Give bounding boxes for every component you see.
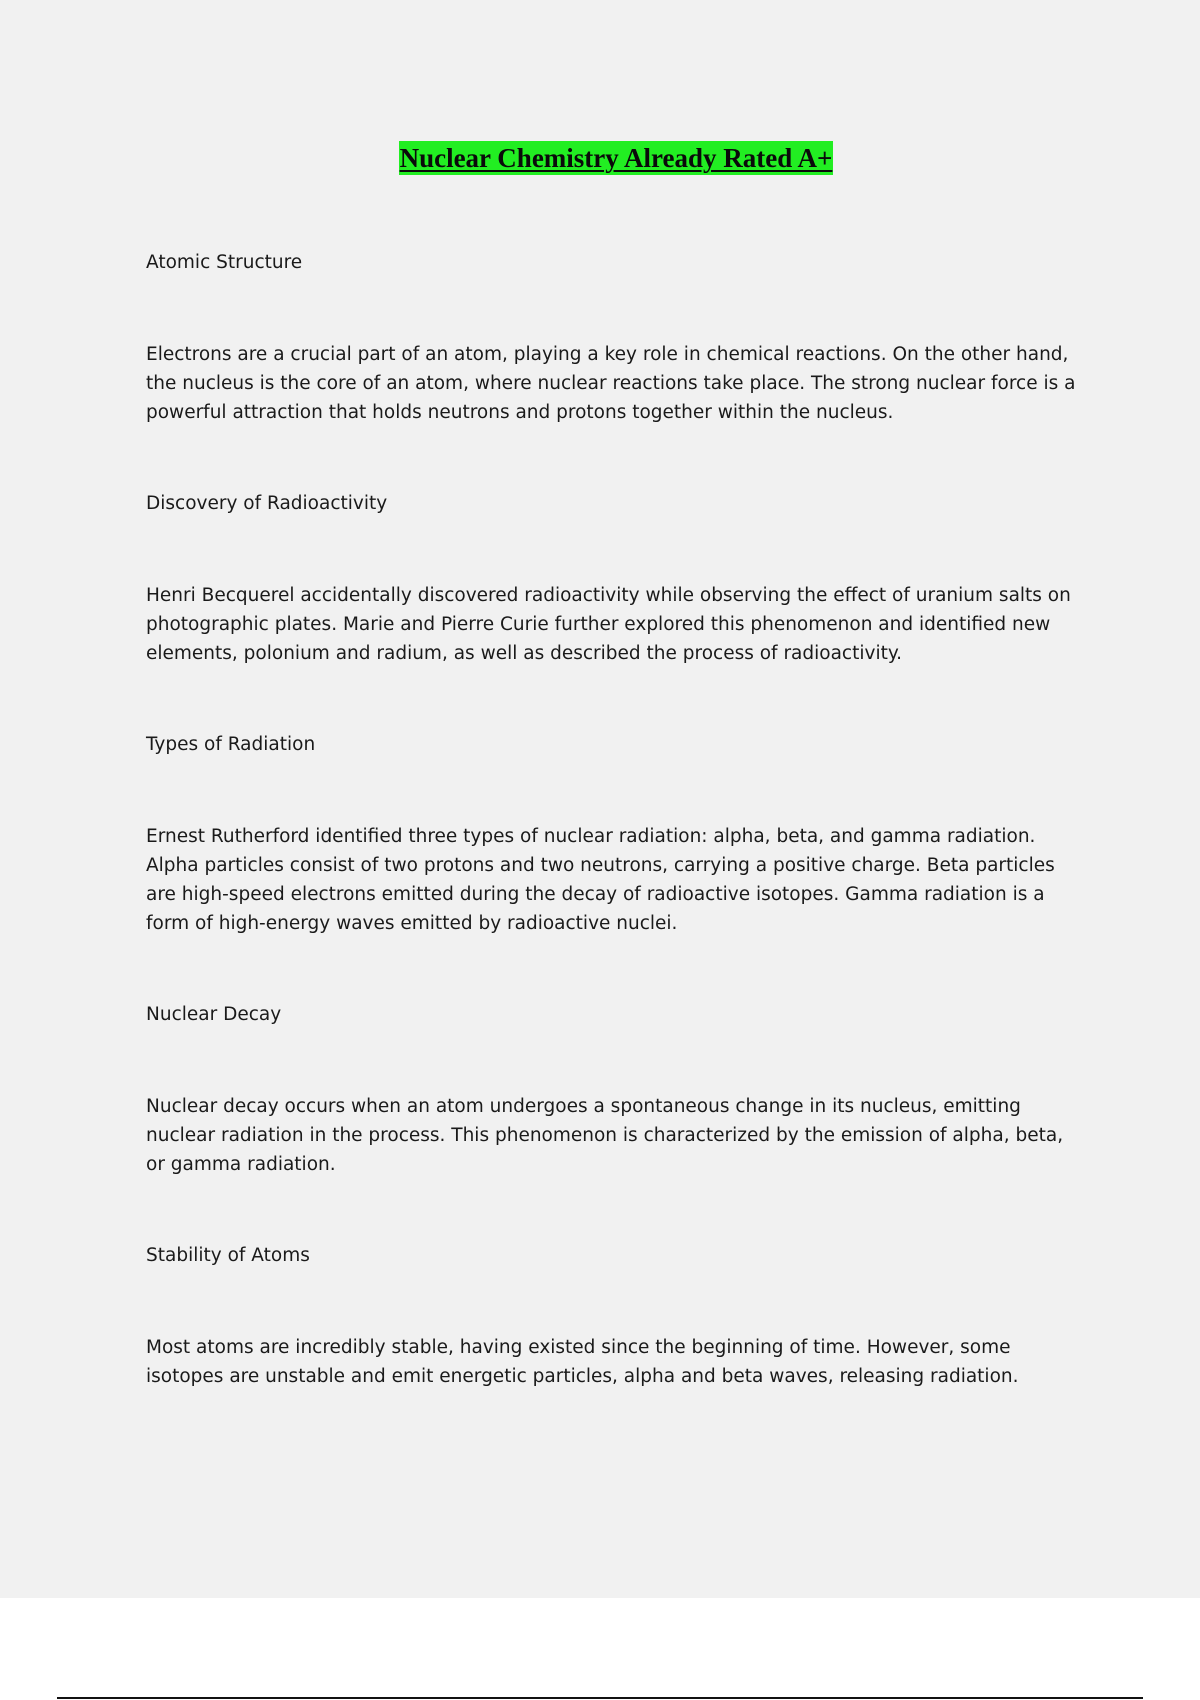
section-heading: Types of Radiation [146, 734, 316, 755]
section-nuclear-decay [146, 1002, 1076, 1179]
section-heading: Discovery of Radioactivity [146, 493, 388, 514]
section-heading: Atomic Structure [146, 252, 303, 273]
document-content [146, 250, 1076, 1455]
footer-divider [57, 1697, 1143, 1699]
section-body: Electrons are a crucial part of an atom, playing a key role in chemical reactions. On the other hand, the nucleus is the core of an atom, where nuclear reactions take place. The strong nuclear force is a powerful attraction that holds neutrons and protons together within the nucleus. [146, 344, 1076, 423]
section-body: Most atoms are incredibly stable, having existed since the beginning of time. However, some isotopes are unstable and emit energetic particles, alpha and beta waves, releasing radiation. [146, 1337, 1019, 1387]
section-types-of-radiation [146, 732, 1076, 938]
section-body: Ernest Rutherford identified three types of nuclear radiation: alpha, beta, and gamma radiation. Alpha particles consist of two protons and two neutrons, carrying a positive charge. Beta particles are high-speed electrons emitted during the decay of radioactive isotopes. Gamma radiation is a form of high-energy waves emitted by radioactive nuclei. [146, 826, 1055, 934]
section-discovery-of-radioactivity [146, 491, 1076, 668]
section-atomic-structure [146, 250, 1076, 427]
section-body: Henri Becquerel accidentally discovered radioactivity while observing the effect of uranium salts on photographic plates. Marie and Pierre Curie further explored this phenomenon and identified new elements, polonium and radium, as well as described the process of radioactivity. [146, 585, 1071, 664]
document-title: Nuclear Chemistry Already Rated A+ [399, 143, 833, 173]
section-stability-of-atoms [146, 1243, 1076, 1391]
section-heading: Stability of Atoms [146, 1245, 310, 1266]
section-body: Nuclear decay occurs when an atom undergoes a spontaneous change in its nucleus, emitting nuclear radiation in the process. This phenomenon is characterized by the emission of alpha, beta, or gamma radiation. [146, 1096, 1064, 1175]
title-container [0, 141, 1200, 175]
section-heading: Nuclear Decay [146, 1004, 282, 1025]
